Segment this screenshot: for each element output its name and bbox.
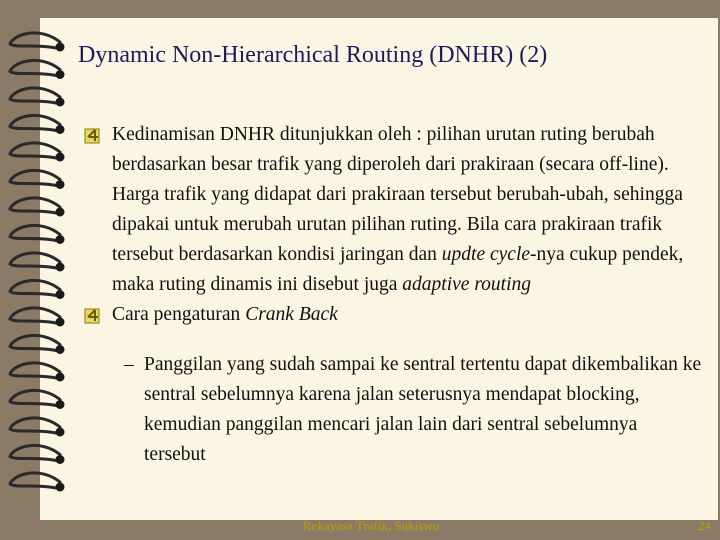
bullet-1-text-cont: -nya cukup pendek, maka ruting dinamis ini disebut juga [112,244,684,295]
spiral-ring-icon [10,335,65,354]
spiral-ring-icon [10,60,65,79]
slide-body [112,120,702,489]
dash-marker: – [124,353,134,375]
spiral-ring-icon [10,418,65,437]
spiral-ring-icon [10,363,65,382]
bullet-item-2 [112,300,702,330]
spiral-ring-icon [10,473,65,492]
spiral-ring-icon [10,198,65,217]
bullet-2-text: Cara pengaturan [112,304,246,325]
footer-author: Rekayasa Trafik, Sukiswo [303,518,440,533]
page-number: 24 [698,518,711,533]
bullet-item-1 [112,120,702,300]
spiral-ring-icon [10,390,65,409]
term-updte-cycle: updte cycle [441,244,531,265]
spiral-ring-icon [10,115,65,134]
spiral-binding [0,0,80,540]
checkbox-4-icon [84,306,102,324]
spiral-ring-icon [10,143,65,162]
spiral-ring-icon [10,280,65,299]
sub-bullet-item [124,350,702,470]
spiral-ring-icon [10,308,65,327]
term-crank-back: Crank Back [245,304,338,325]
sub-bullet-text: Panggilan yang sudah sampai ke sentral tertentu dapat dikembalikan ke sentral sebelumnya karena jalan seterusnya mendapat blocking, kemudian panggilan mencari jalan lain dari sentral sebelumnya tersebut [144,353,702,465]
slide-title: Dynamic Non-Hierarchical Routing (DNHR) (2) [78,42,548,68]
spiral-ring-icon [10,225,65,244]
bullet-1-text: Kedinamisan DNHR ditunjukkan oleh : pilihan urutan ruting berubah berdasarkan besar trafik yang diperoleh dari prakiraan (secara off-line). Harga trafik yang didapat dari prakiraan tersebut berubah-ubah, sehingga dipakai untuk merubah urutan pilihan ruting. Bila cara prakiraan trafik tersebut berdasarkan kondisi jaringan dan [112,124,683,265]
spiral-ring-icon [10,170,65,189]
checkbox-4-icon [84,126,102,144]
spiral-ring-icon [10,33,65,52]
spiral-ring-icon [10,445,65,464]
spiral-ring-icon [10,88,65,107]
spiral-ring-icon [10,253,65,272]
term-adaptive-routing: adaptive routing [402,274,532,295]
